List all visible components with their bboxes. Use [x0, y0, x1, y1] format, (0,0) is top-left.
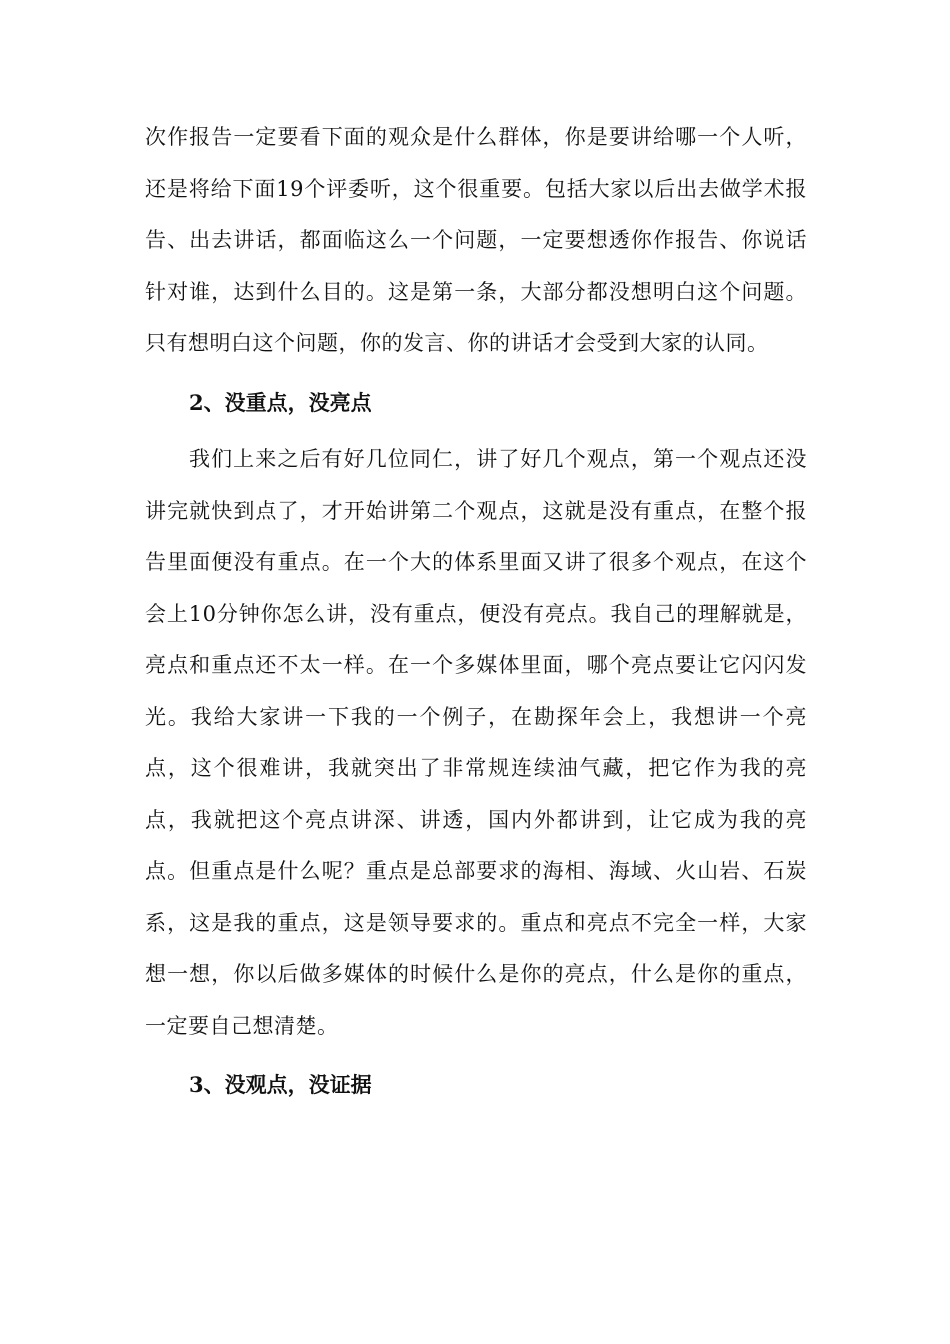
section-heading: 2、没重点，没亮点	[189, 389, 372, 415]
body-paragraph: 次作报告一定要看下面的观众是什么群体，你是要讲给哪一个人听，还是将给下面19个评委听，这个很重要。包括大家以后出去做学术报告、出去讲话，都面临这么一个问题，一定要想透你作报告、你说话针对谁，达到什么目的。这是第一条，大部分都没想明白这个问题。只有想明白这个问题，你的发言、你的讲话才会受到大家的认同。	[145, 125, 807, 355]
spacer	[145, 370, 807, 377]
spacer	[145, 1052, 807, 1059]
document-body	[145, 112, 807, 1111]
body-paragraph: 我们上来之后有好几位同仁，讲了好几个观点，第一个观点还没讲完就快到点了，才开始讲第二个观点，这就是没有重点，在整个报告里面便没有重点。在一个大的体系里面又讲了很多个观点，在这个会上10分钟你怎么讲，没有重点，便没有亮点。我自己的理解就是，亮点和重点还不太一样。在一个多媒体里面，哪个亮点要让它闪闪发光。我给大家讲一下我的一个例子，在勘探年会上，我想讲一个亮点，这个很难讲，我就突出了非常规连续油气藏，把它作为我的亮点，我就把这个亮点讲深、讲透，国内外都讲到，让它成为我的亮点。但重点是什么呢？重点是总部要求的海相、海域、火山岩、石炭系，这是我的重点，这是领导要求的。重点和亮点不完全一样，大家想一想，你以后做多媒体的时候什么是你的亮点，什么是你的重点，一定要自己想清楚。	[145, 447, 807, 1038]
section-heading: 3、没观点，没证据	[189, 1072, 372, 1097]
